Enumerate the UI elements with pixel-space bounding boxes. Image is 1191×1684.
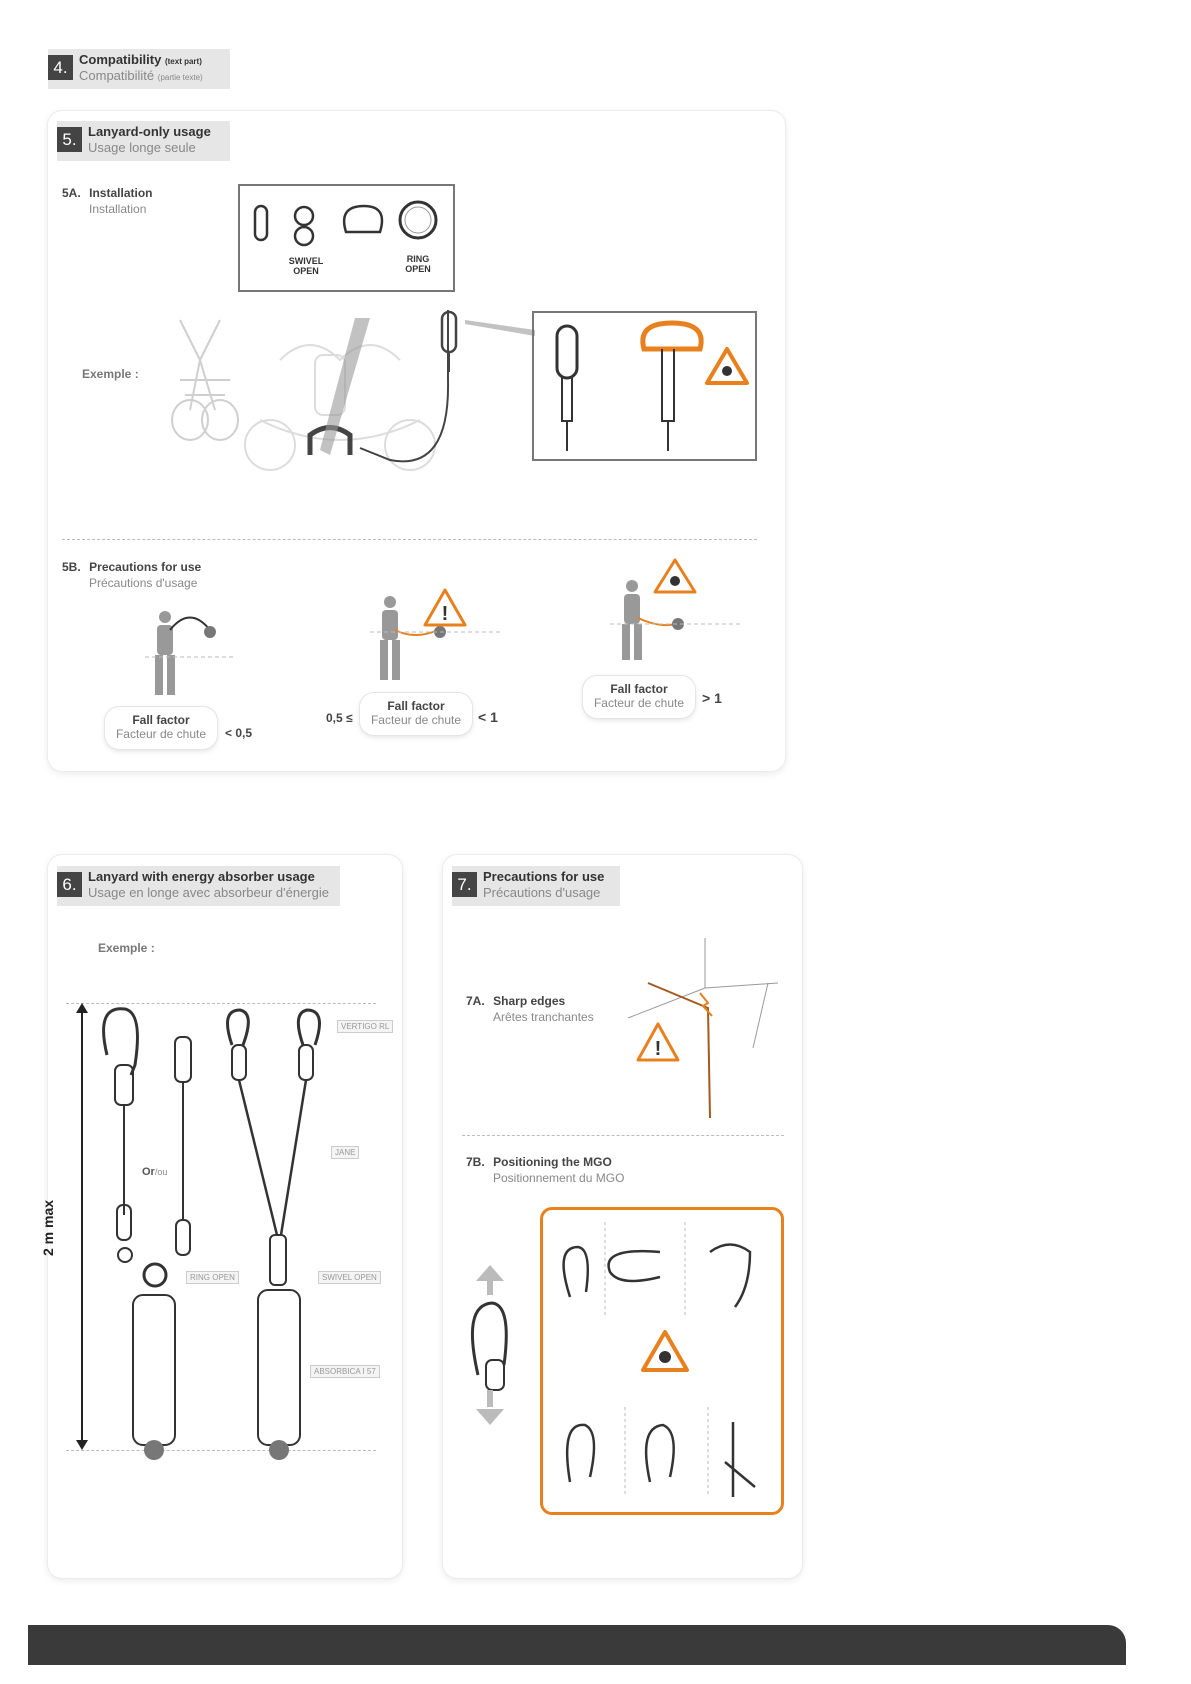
fall-factor-value-2-pre: 0,5 ≤	[326, 711, 353, 725]
ring-label-line1: RING	[406, 254, 430, 264]
subsection-title-en: Precautions for use	[89, 560, 202, 574]
height-label: 2 m max	[40, 1199, 57, 1257]
swivel-label-line2: OPEN	[293, 266, 319, 276]
section-7-header	[452, 866, 620, 906]
section-title-fr: Usage en longe avec absorbeur d'énergie	[88, 885, 329, 900]
subsection-title-en: Positioning the MGO	[493, 1155, 612, 1169]
swivel-icon	[295, 207, 313, 225]
section-title-en: Precautions for use	[483, 869, 605, 884]
section-title-fr	[79, 68, 203, 83]
fall-factor-value-3: > 1	[702, 690, 722, 706]
section-6-header	[57, 866, 340, 906]
section-title-en: Lanyard with energy absorber usage	[88, 869, 315, 884]
ring-label-line2: OPEN	[405, 264, 431, 274]
or-fr: /ou	[154, 1167, 168, 1177]
title-fr-note: (partie texte)	[157, 73, 203, 82]
fall-factor-pill-2	[360, 693, 472, 735]
subsection-code: 7A.	[466, 994, 485, 1008]
section-title-fr: Usage longe seule	[88, 140, 196, 155]
ring-open-label	[398, 254, 438, 274]
subsection-title-fr: Positionnement du MGO	[493, 1171, 625, 1185]
subsection-5b	[62, 558, 201, 590]
subsection-title-en: Sharp edges	[493, 994, 566, 1008]
fall-factor-fr: Facteur de chute	[115, 727, 207, 741]
swivel-label-line1: SWIVEL	[288, 256, 324, 266]
subsection-title-en: Installation	[89, 186, 153, 200]
absorbica-label: ABSORBICA I 57	[310, 1365, 380, 1378]
or-label	[142, 1166, 167, 1178]
subsection-title-fr: Installation	[89, 202, 147, 216]
height-arrow	[76, 1003, 88, 1450]
fall-factor-fr: Facteur de chute	[593, 696, 685, 710]
fall-factor-en: Fall factor	[610, 682, 668, 696]
subsection-code: 7B.	[466, 1155, 485, 1169]
subsection-7b	[466, 1153, 624, 1185]
climber-1-illustration	[145, 605, 265, 705]
lanyard-connector-icon	[440, 312, 460, 372]
fall-factor-en: Fall factor	[387, 699, 445, 713]
divider	[462, 1135, 784, 1136]
connectors-illustration	[238, 184, 455, 292]
subsection-5a	[62, 184, 152, 216]
section-number: 4.	[48, 55, 73, 80]
title-en: Compatibility	[79, 52, 162, 67]
fall-factor-pill-1	[105, 707, 217, 749]
pointer-line	[465, 318, 535, 338]
subsection-title-fr: Arêtes tranchantes	[493, 1010, 594, 1024]
section-number: 7.	[452, 872, 477, 897]
fall-factor-en: Fall factor	[132, 713, 190, 727]
fall-factor-fr: Facteur de chute	[370, 713, 462, 727]
section-5-header	[57, 121, 230, 161]
subsection-code: 5A.	[62, 186, 81, 200]
svg-text:!: !	[654, 1038, 662, 1060]
section-number: 6.	[57, 872, 82, 897]
fall-factor-value-1: < 0,5	[225, 726, 253, 740]
swivel-open-label	[286, 256, 326, 276]
subsection-7a	[466, 992, 594, 1024]
subsection-code: 5B.	[62, 560, 81, 574]
section-4-header	[48, 49, 230, 89]
jane-label: JANE	[331, 1146, 359, 1159]
quick-link-icon	[255, 206, 267, 240]
or-en: Or	[142, 1166, 155, 1178]
section-number: 5.	[57, 127, 82, 152]
fall-factor-pill-3	[583, 676, 695, 718]
footer-bar	[28, 1625, 1126, 1665]
mgo-incorrect-illustrations	[540, 1207, 784, 1515]
divider	[62, 539, 757, 540]
fall-factor-value-2-post: < 1	[478, 709, 498, 725]
section-title-fr: Précautions d'usage	[483, 885, 601, 900]
top-limit-line	[66, 1003, 376, 1004]
example-label: Exemple :	[98, 941, 155, 955]
lanyards-illustration	[95, 1005, 335, 1460]
section-title-en	[79, 52, 202, 67]
vertigo-label: VERTIGO RL	[337, 1020, 393, 1033]
climber-3-illustration	[610, 558, 740, 668]
title-fr: Compatibilité	[79, 68, 155, 83]
example-label: Exemple :	[82, 367, 139, 381]
title-en-note: (text part)	[164, 57, 202, 66]
climber-2-illustration	[370, 590, 500, 690]
section-title-en: Lanyard-only usage	[88, 124, 211, 139]
subsection-title-fr: Précautions d'usage	[89, 576, 198, 590]
mgo-correct-illustration	[460, 1265, 520, 1425]
delta-link-icon	[344, 206, 382, 232]
connector-detail-illustration	[532, 311, 757, 461]
svg-text:!: !	[441, 603, 449, 625]
sharp-edge-illustration	[628, 938, 778, 1118]
ring-open-label: RING OPEN	[186, 1271, 239, 1284]
swivel-open-label: SWIVEL OPEN	[318, 1271, 381, 1284]
